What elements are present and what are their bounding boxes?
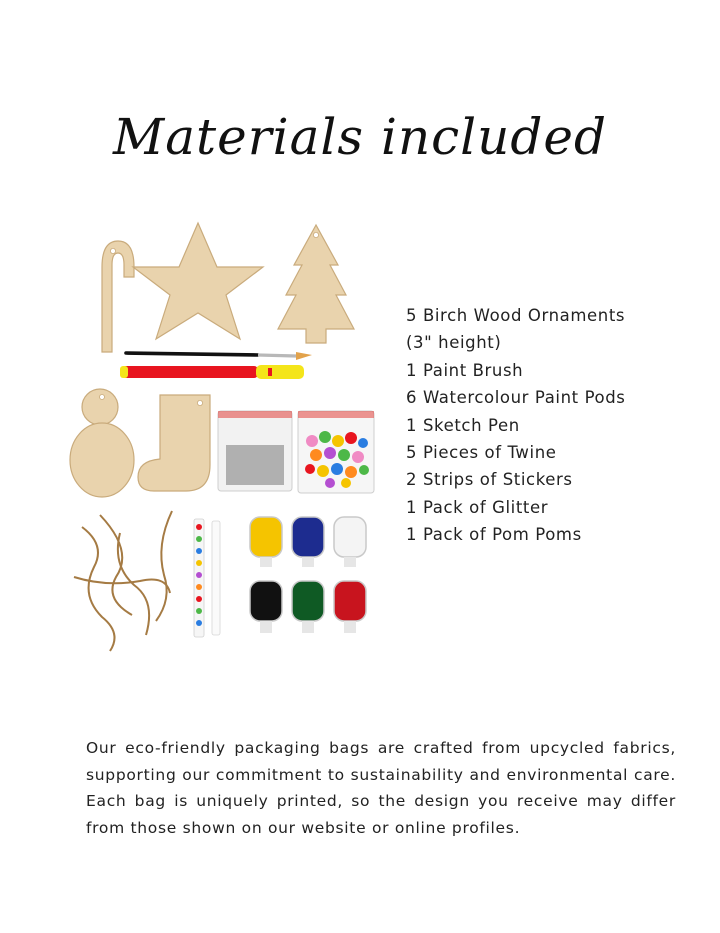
star-ornament <box>133 223 263 339</box>
sticker-strips <box>194 519 220 637</box>
paint-pod-white <box>334 517 366 567</box>
list-item: 5 Birch Wood Ornaments <box>406 306 626 325</box>
list-item: 5 Pieces of Twine <box>406 443 557 463</box>
materials-list <box>406 302 626 549</box>
materials-photo <box>60 215 390 685</box>
glitter-bag <box>218 411 292 491</box>
paint-brush <box>126 352 312 360</box>
snowman-ornament <box>70 389 134 497</box>
christmas-tree-ornament <box>278 225 354 343</box>
twine <box>74 511 172 651</box>
paint-pod-black <box>250 581 282 633</box>
list-item: 1 Pack of Glitter <box>406 497 549 517</box>
list-item: 1 Pack of Pom Poms <box>406 525 582 545</box>
paint-pod-yellow <box>250 517 282 567</box>
paint-pod-green <box>292 581 324 633</box>
paint-pods <box>250 517 366 633</box>
sketch-pen <box>120 365 304 379</box>
packaging-note: Our eco-friendly packaging bags are crafted from upcycled fabrics, supporting our commitment to sustainability and environmental care. Each bag is uniquely printed, so the design you receive may differ from those shown on our website or online profiles. <box>86 739 676 837</box>
list-item: 1 Sketch Pen <box>406 415 520 435</box>
list-item: 6 Watercolour Paint Pods <box>406 388 626 408</box>
candy-cane-ornament <box>102 241 134 352</box>
list-item: 1 Paint Brush <box>406 360 524 380</box>
paint-pod-red <box>334 581 366 633</box>
paint-pod-blue <box>292 517 324 567</box>
page-title: Materials included <box>113 108 607 166</box>
list-item: 2 Strips of Stickers <box>406 470 573 490</box>
list-item: (3" height) <box>406 333 502 353</box>
stocking-ornament <box>138 395 210 491</box>
pom-pom-bag <box>298 411 374 493</box>
